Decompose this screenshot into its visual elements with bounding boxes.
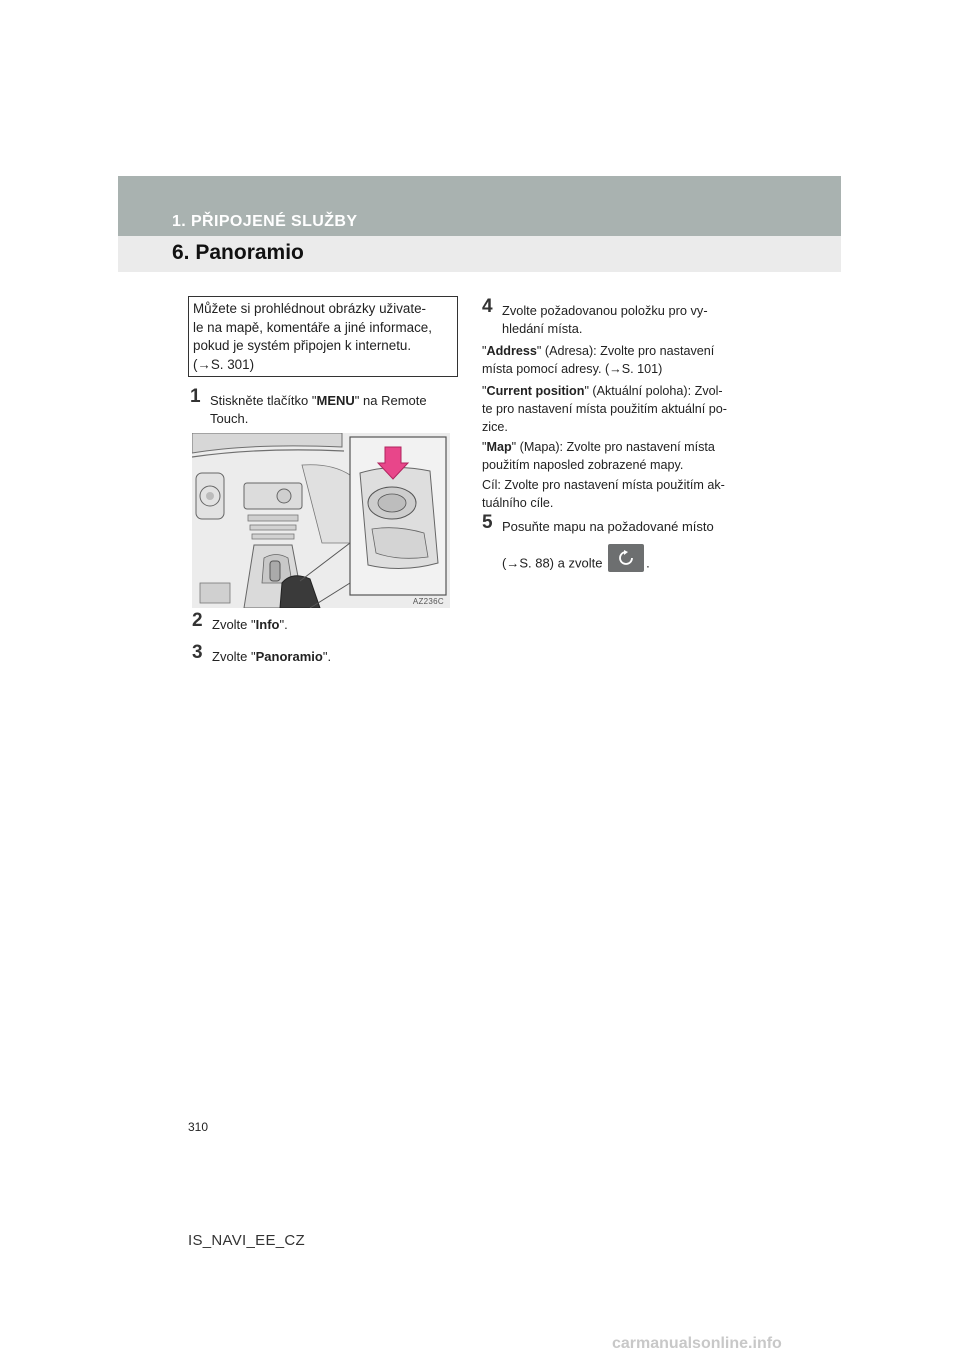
step-2: 2 Zvolte "Info".: [192, 610, 288, 632]
section-label: 1. PŘIPOJENÉ SLUŽBY: [172, 213, 358, 230]
step-number: 1: [190, 386, 201, 407]
intro-line: le na mapě, komentáře a jiné informace,: [193, 319, 432, 335]
refresh-icon: [608, 544, 644, 572]
step-number: 3: [192, 642, 203, 663]
step-line: (→S. 88) a zvolte .: [502, 550, 750, 578]
watermark: carmanualsonline.info: [612, 1335, 782, 1352]
map-label: Map: [486, 440, 512, 454]
intro-reference: (→S. 301): [193, 356, 255, 372]
step-number: 4: [482, 296, 493, 317]
step-line: hledání místa.: [502, 321, 583, 336]
info-option-label: Info: [255, 617, 280, 632]
menu-button-label: MENU: [316, 393, 355, 408]
address-label: Address: [486, 344, 537, 358]
option-address: "Address" (Adresa): Zvolte pro nastavení místa pomocí adresy. (→S. 101): [482, 344, 715, 376]
page-title: 6. Panoramio: [172, 241, 304, 264]
intro-line: Můžete si prohlédnout obrázky uživate-: [193, 301, 426, 316]
step-number: 5: [482, 512, 493, 533]
step-4: [482, 296, 750, 338]
step-5: [482, 512, 750, 578]
dashboard-illustration: [192, 433, 450, 608]
step-1: [190, 386, 458, 428]
figure-code: AZ236C: [412, 597, 444, 606]
step-3: 3 Zvolte "Panoramio".: [192, 642, 332, 664]
document-code: IS_NAVI_EE_CZ: [188, 1232, 306, 1249]
dashboard-figure: [192, 433, 450, 608]
page-number: 310: [188, 1120, 209, 1134]
step-line: Stiskněte tlačítko "MENU" na Remote: [210, 393, 427, 408]
step-line: Posuňte mapu na požadované místo: [502, 519, 714, 534]
current-position-label: Current position: [486, 384, 585, 398]
option-map: "Map" (Mapa): Zvolte pro nastavení místa použitím naposled zobrazené mapy.: [482, 440, 715, 472]
step-number: 2: [192, 610, 203, 631]
intro-line: pokud je systém připojen k internetu.: [193, 338, 412, 354]
panoramio-option-label: Panoramio: [255, 649, 323, 664]
step-line: Touch.: [210, 411, 249, 426]
step-line: Zvolte požadovanou položku pro vy-: [502, 303, 708, 318]
option-current-position: "Current position" (Aktuální poloha): Zvol- te pro nastavení místa použitím aktuální po- zice.: [482, 384, 728, 434]
intro-box: [188, 296, 458, 377]
option-destination: Cíl: Zvolte pro nastavení místa použitím ak- tuálního cíle.: [482, 478, 725, 510]
